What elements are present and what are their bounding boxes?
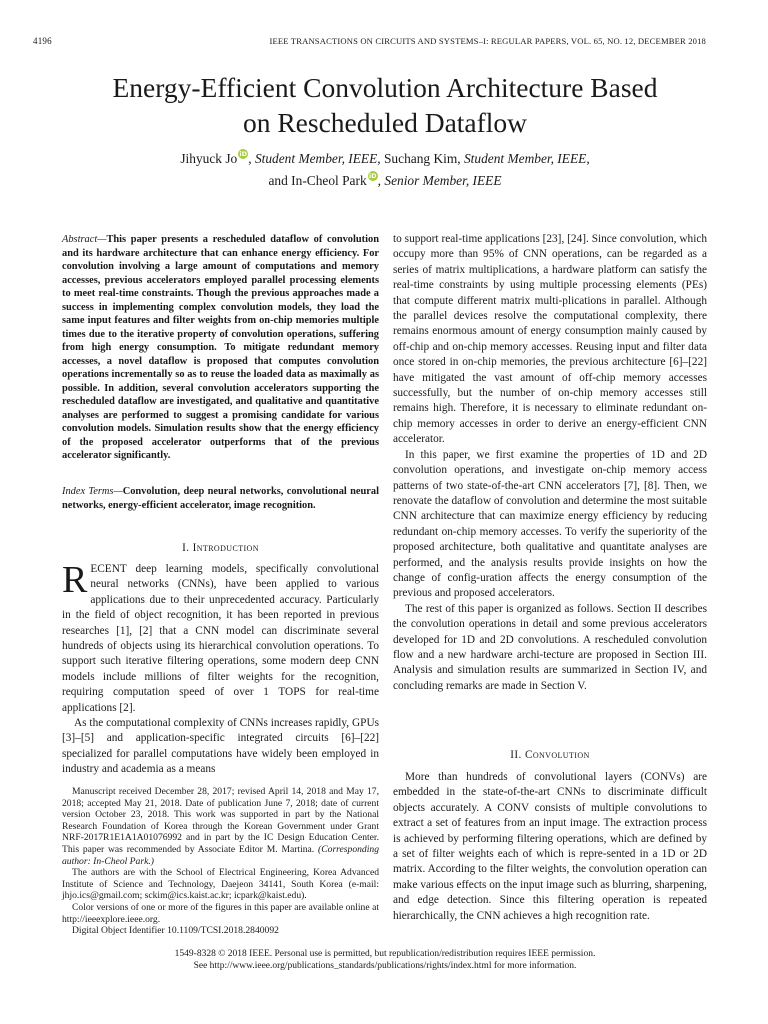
index-terms [62,485,379,512]
footnote-color: Color versions of one or more of the figures in this paper are available online at http://ieeexplore.ieee.org. [62,901,379,925]
section-numeral: I. [182,542,190,554]
author-role: Student Member, IEEE [254,151,378,166]
author-line-2: and In-Cheol Park iD, Senior Member, IEEE [268,172,502,188]
orcid-icon[interactable]: iD [239,150,248,158]
author-name: Suchang Kim [383,151,458,166]
paragraph: The rest of this paper is organized as follows. Section II describes the convolution operations in detail and some previous accelerators developed for 1D and 2D convolutions. A rescheduled convolution flow and a new hardware archi-tecture are proposed in Section III. Analysis and simulation results are summarized in Section IV, and concluding remarks are made in Section V. [393,602,707,692]
index-terms-text: Convolution, deep neural networks, convolutional neural networks, energy-efficient accelerator, image recognition. [62,486,379,511]
section-title: Convolution [524,749,590,761]
paragraph: More than hundreds of convolutional layers (CONVs) are embedded in the state-of-the-art CNNs to discriminate difficult objects accurately. A CONV consists of multiple convolutions to extract a set of features from an input image. The extraction process is achieved by performing filtering operations, which are defined by a set of filter weights each of which is repre-sented in a 1D or 2D matrix. According to the filter weights, the convolution operation can make various effects on the input image such as blurring, sharpening, and edge detection. Since this filtering operation is repeated hierarchically, the CNN achieves a high recognition rate. [393,771,707,922]
abstract [62,233,379,463]
footnote-manuscript [62,786,379,867]
section-heading-convolution [393,749,707,761]
paragraph [62,559,379,716]
paragraph: In this paper, we first examine the properties of 1D and 2D convolution operations, and investigate on-chip memory access patterns of two state-of-the-art CNN accelerators [7], [8]. Then, we renovate the dataflow of convolution and determine the most suitable CNN architecture that can maximize energy efficiency by reducing redundant on-chip memory accesses. To verify the superiority of the proposed architecture, both qualitative and quantitate analyses are performed, and the analysis results provide insights on how the change of config-uration affects the energy consumption of the previous and proposed accelerators. [393,448,707,600]
title-line-1: Energy-Efficient Convolution Architecture Based [112,72,658,103]
corresponding-author: (Corresponding author: In-Cheol Park.) [62,843,379,867]
paragraph-text: ECENT deep learning models, specifically convolutional neural networks (CNNs), have been applied to various applications due to their unprecedented accuracy. Particularly in the field of object recognition, it has been reported in previous researches [1], [2] that a CNN model can discriminate several hundreds of objects using its hierarchical convolution operations. To support such iterative filtering operations, some modern deep CNN models include millions of filter weights for the recognition, requiring computation speed of over 1 TOPS for real-time applications [2]. [62,563,379,714]
page-number: 4196 [33,36,52,46]
journal-header: IEEE TRANSACTIONS ON CIRCUITS AND SYSTEMS–I: REGULAR PAPERS, VOL. 65, NO. 12, DECEMBER 2018 [269,36,706,46]
author-list [40,148,730,192]
author-role: Student Member, IEEE [463,151,587,166]
footnote [62,786,379,937]
abstract-label: Abstract— [62,234,107,245]
section-title: Introduction [192,542,259,554]
paragraph: to support real-time applications [23], [24]. Since convolution, which occupy more than 95% of CNN operations, can be regarded as a series of matrix multiplications, a hardware platform can satisfy the real-time constraints by using multiple processing elements (PEs) that compute different matrix multi-plications in parallel. Although the parallel devices resolve the computational complexity, there remains enormous amount of energy consumption mainly caused by off-chip and on-chip memory accesses. Reusing input and filter data once stored in on-chip memories, the previous architecture [6]–[22] have mitigated the vast amount of off-chip memory accesses successfully, but the number of on-chip memory accesses still remains high. Therefore, it is necessary to eliminate redundant on-chip memory accesses in order to derive an energy-efficient CNN accelerator. [393,233,707,446]
author-name: Jihyuck Jo [180,151,238,166]
copyright-line-2: See http://www.ieee.org/publications_standards/publications/rights/index.html for more information. [193,961,577,971]
author-name: and In-Cheol Park [268,173,367,188]
abstract-text: This paper presents a rescheduled dataflow of convolution and its hardware architecture that can enhance energy efficiency. For convolution involving a large amount of computations and memory accesses, previous accelerators employed parallel processing elements to meet real-time constraints. Though the previous approaches made a success in implementing complex convolution models, they load the same input features and filter weights from on-chip memories multiple times due to the iterative property of convolution operations, suffering from high energy consumption. To mitigate redundant memory accesses, a novel dataflow is proposed that computes convolution operations incrementally so as to reuse the loaded data as maximally as possible. In addition, several convolution accelerators supporting the rescheduled dataflow are investigated, and qualitative and quantitative analyses are performed to suggest a promising candidate for various convolution models. Simulation results show that the energy efficiency of the proposed accelerator outperforms that of the previous accelerator significantly. [62,234,379,461]
section-numeral: II. [510,749,522,761]
copyright-notice [40,948,730,972]
orcid-icon[interactable]: iD [368,172,377,180]
right-column-body [393,232,707,694]
section-heading-introduction [62,542,379,554]
footnote-affiliation: The authors are with the School of Electrical Engineering, Korea Advanced Institute of Science and Technology, Daejeon 34141, South Korea (e-mail: jhjo.ics@gmail.com; sckim@ics.kaist.ac.kr; icpark@kaist.edu). [62,867,379,902]
drop-cap: R [62,559,88,601]
introduction-body [62,559,379,778]
paper-title [40,70,730,140]
title-line-2: on Rescheduled Dataflow [242,107,528,138]
index-terms-label: Index Terms— [62,486,123,497]
footnote-text: Manuscript received December 28, 2017; revised April 14, 2018 and May 17, 2018; accepted May 21, 2018. Date of publication June 7, 2018; date of current version October 23, 2018. This work was supported in part by the National Research Foundation of Korea through the Korean Government under Grant NRF-2017R1E1A1A01076992 and in part by the IC Design Education Center. This paper was recommended by Associate Editor M. Martina. [62,786,379,855]
convolution-body [393,770,707,924]
author-role: Senior Member, IEEE [384,173,502,188]
author-line-1: Jihyuck Jo iD, Student Member, IEEE, Suchang Kim, Student Member, IEEE, [180,150,590,166]
copyright-line-1: 1549-8328 © 2018 IEEE. Personal use is permitted, but republication/redistribution requires IEEE permission. [174,949,596,959]
footnote-doi: Digital Object Identifier 10.1109/TCSI.2018.2840092 [72,925,279,937]
paragraph: As the computational complexity of CNNs increases rapidly, GPUs [3]–[5] and application-specific integrated circuits [6]–[22] specialized for parallel computations have widely been employed in industry and academia as a means [62,717,379,776]
